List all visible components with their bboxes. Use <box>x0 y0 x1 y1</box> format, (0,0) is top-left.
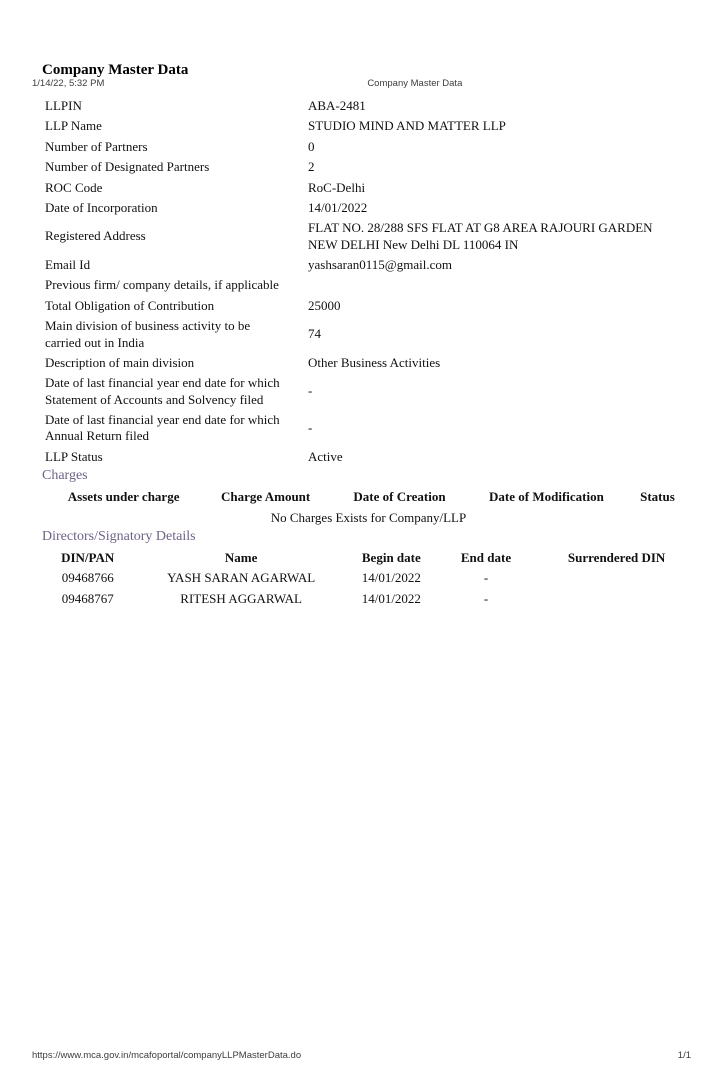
director-begin-date: 14/01/2022 <box>361 570 421 586</box>
directors-section-heading: Directors/Signatory Details <box>42 528 196 544</box>
column-header: Charge Amount <box>221 489 311 505</box>
print-footer-url: https://www.mca.gov.in/mcafoportal/companyLLPMasterData.do <box>32 1050 302 1061</box>
master-data-table <box>42 96 663 467</box>
row-value: 25000 <box>308 297 341 313</box>
row-value: STUDIO MIND AND MATTER LLP <box>308 118 506 134</box>
table-row <box>42 96 663 116</box>
row-label: LLP Status <box>45 448 103 464</box>
row-label: LLP Name <box>45 118 102 134</box>
row-label: Date of last financial year end date for which Statement of Accounts and Solvency filed <box>45 375 280 407</box>
column-header: End date <box>460 549 512 565</box>
row-value: Other Business Activities <box>308 354 441 370</box>
column-header: Date of Modification <box>489 489 604 505</box>
row-value: - <box>308 420 313 436</box>
row-value: FLAT NO. 28/288 SFS FLAT AT G8 AREA RAJOURI GARDEN NEW DELHI New Delhi DL 110064 IN <box>308 220 653 252</box>
director-end-date: - <box>483 590 489 606</box>
row-label: LLPIN <box>45 98 82 113</box>
table-row <box>42 255 663 275</box>
document-page <box>0 61 724 609</box>
row-label: Previous firm/ company details, if applicable <box>45 277 279 293</box>
director-row <box>42 589 695 609</box>
row-label: Date of last financial year end date for which Annual Return filed <box>45 412 280 444</box>
director-end-date: - <box>483 570 489 586</box>
directors-table <box>42 548 695 609</box>
row-value: yashsaran0115@gmail.com <box>308 257 452 272</box>
column-header: Begin date <box>361 549 421 565</box>
row-label: Date of Incorporation <box>45 199 158 215</box>
director-name: YASH SARAN AGARWAL <box>167 570 316 586</box>
table-row <box>42 157 663 177</box>
row-value: 14/01/2022 <box>308 199 368 215</box>
director-begin-date: 14/01/2022 <box>361 590 421 606</box>
column-header: Date of Creation <box>353 489 446 505</box>
director-name: RITESH AGGARWAL <box>180 590 302 606</box>
row-value: ABA-2481 <box>308 98 366 113</box>
column-header: Name <box>224 549 258 565</box>
row-label: Main division of business activity to be carried out in India <box>45 318 251 350</box>
table-row <box>42 116 663 136</box>
row-value: 74 <box>308 326 321 342</box>
director-surrendered-din <box>538 589 695 609</box>
table-row <box>42 316 663 353</box>
director-din: 09468766 <box>61 570 114 586</box>
column-header: Status <box>640 489 675 505</box>
table-row <box>42 198 663 218</box>
row-value: 0 <box>308 138 315 154</box>
column-header: Assets under charge <box>67 489 180 505</box>
charges-empty-row <box>42 508 695 528</box>
table-row <box>42 353 663 373</box>
column-header: Surrendered DIN <box>567 549 666 565</box>
row-label: Number of Partners <box>45 138 148 154</box>
table-row <box>42 137 663 157</box>
table-row <box>42 296 663 316</box>
row-label: ROC Code <box>45 179 103 195</box>
print-footer-page-number: 1/1 <box>677 1050 691 1061</box>
page-title: Company Master Data <box>42 62 189 78</box>
charges-header-row <box>42 487 695 507</box>
director-din: 09468767 <box>61 590 114 606</box>
table-row <box>42 447 663 467</box>
charges-table <box>42 487 695 528</box>
row-label: Total Obligation of Contribution <box>45 297 215 313</box>
column-header: DIN/PAN <box>61 549 115 565</box>
row-value: RoC-Delhi <box>308 179 366 195</box>
row-label: Number of Designated Partners <box>45 159 210 175</box>
directors-header-row <box>42 548 695 568</box>
director-surrendered-din <box>538 568 695 588</box>
print-header-title: Company Master Data <box>367 78 463 89</box>
row-value <box>308 275 663 295</box>
row-value: - <box>308 383 313 399</box>
row-value: 2 <box>308 159 315 175</box>
director-row <box>42 568 695 588</box>
row-label: Registered Address <box>45 228 146 244</box>
table-row <box>42 275 663 295</box>
print-header-datetime: 1/14/22, 5:32 PM <box>32 78 105 89</box>
row-label: Description of main division <box>45 354 195 370</box>
row-value: Active <box>308 448 343 464</box>
charges-section-heading: Charges <box>42 468 88 484</box>
table-row <box>42 410 663 447</box>
table-row <box>42 178 663 198</box>
table-row <box>42 373 663 410</box>
table-row <box>42 218 663 255</box>
row-label: Email Id <box>45 257 91 272</box>
charges-empty-message: No Charges Exists for Company/LLP <box>270 509 467 525</box>
